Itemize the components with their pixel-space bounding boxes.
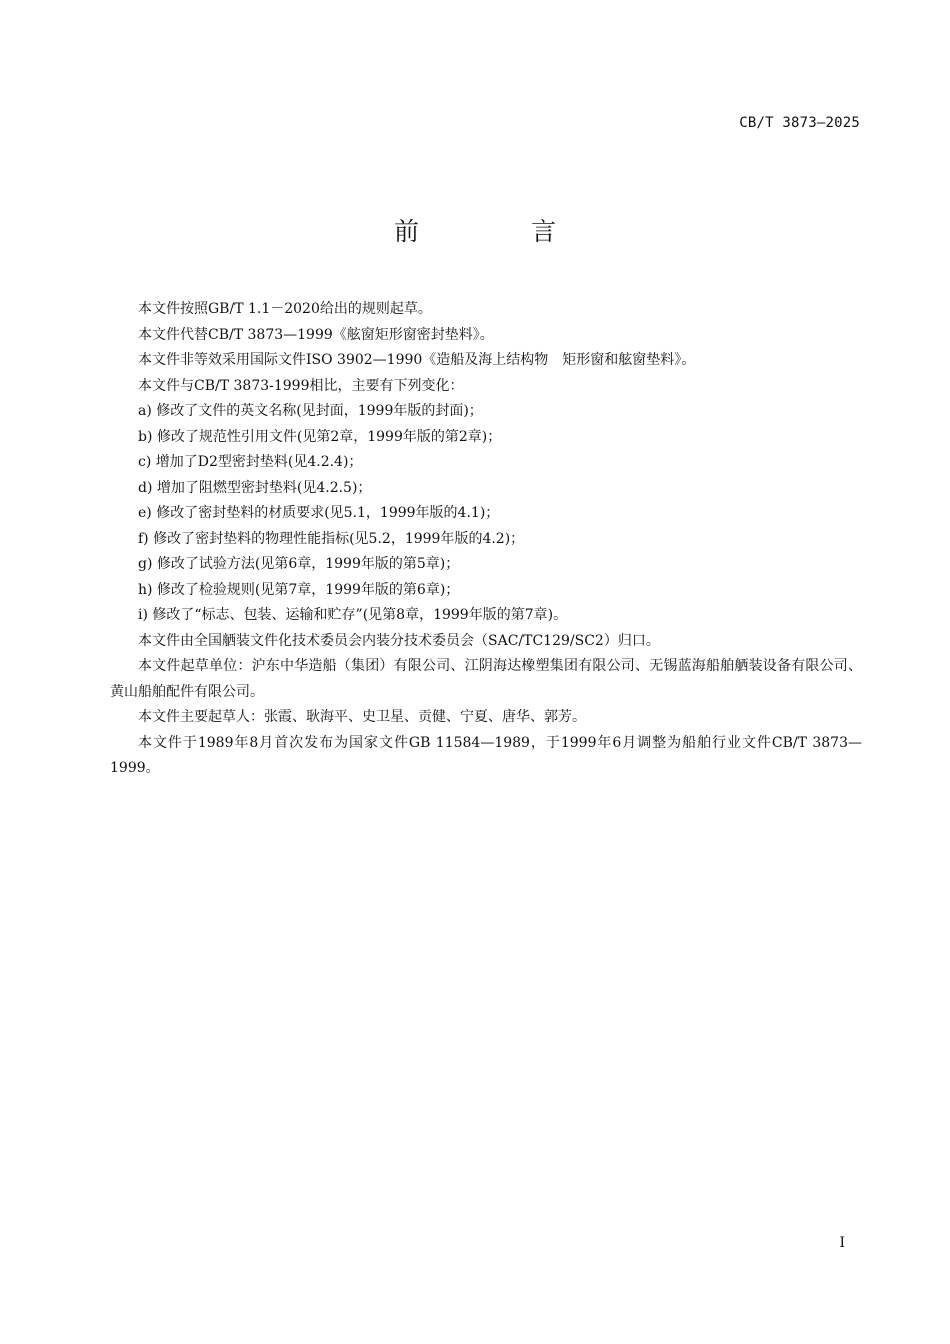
page-number: I	[839, 1235, 845, 1251]
change-item: d) 增加了阻燃型密封垫料(见4.2.5)；	[138, 479, 372, 496]
paragraph-replaces: 本文件代替CB/T 3873—1999《舷窗矩形窗密封垫料》。	[138, 326, 494, 343]
change-item: i) 修改了“标志、包装、运输和贮存”(见第8章，1999年版的第7章)。	[138, 607, 568, 623]
change-item: a) 修改了文件的英文名称(见封面，1999年版的封面)；	[138, 403, 483, 419]
change-item: e) 修改了密封垫料的材质要求(见5.1，1999年版的4.1)；	[138, 505, 500, 521]
change-item: b) 修改了规范性引用文件(见第2章，1999年版的第2章)；	[138, 428, 502, 445]
paragraph-changes-intro: 本文件与CB/T 3873-1999相比，主要有下列变化：	[138, 377, 464, 394]
paragraph-history: 本文件于1989年8月首次发布为国家文件GB 11584—1989，于1999年6月调整为船舶行业文件CB/T 3873—1999。	[110, 734, 862, 776]
change-item: h) 修改了检验规则(见第7章，1999年版的第6章)；	[138, 581, 460, 598]
change-item: g) 修改了试验方法(见第6章，1999年版的第5章)；	[138, 556, 460, 572]
document-code: CB/T 3873—2025	[739, 115, 860, 131]
change-item: f) 修改了密封垫料的物理性能指标(见5.2，1999年版的4.2)；	[138, 530, 525, 547]
paragraph-adoption: 本文件非等效采用国际文件ISO 3902—1990《造船及海上结构物 矩形窗和舷窗垫料》。	[138, 352, 696, 368]
foreword-content	[110, 297, 862, 782]
paragraph-drafting-rules: 本文件按照GB/T 1.1－2020给出的规则起草。	[138, 301, 432, 317]
paragraph-drafters: 本文件主要起草人：张霞、耿海平、史卫星、贡健、宁夏、唐华、郭芳。	[138, 709, 586, 725]
page-title: 前 言	[394, 217, 608, 246]
change-item: c) 增加了D2型密封垫料(见4.2.4)；	[138, 454, 363, 470]
paragraph-drafting-units: 本文件起草单位：沪东中华造船（集团）有限公司、江阴海达橡塑集团有限公司、无锡蓝海船舶舾装设备有限公司、黄山船舶配件有限公司。	[110, 658, 862, 700]
paragraph-committee: 本文件由全国舾装文件化技术委员会内装分技术委员会（SAC/TC129/SC2）归口。	[138, 632, 660, 649]
